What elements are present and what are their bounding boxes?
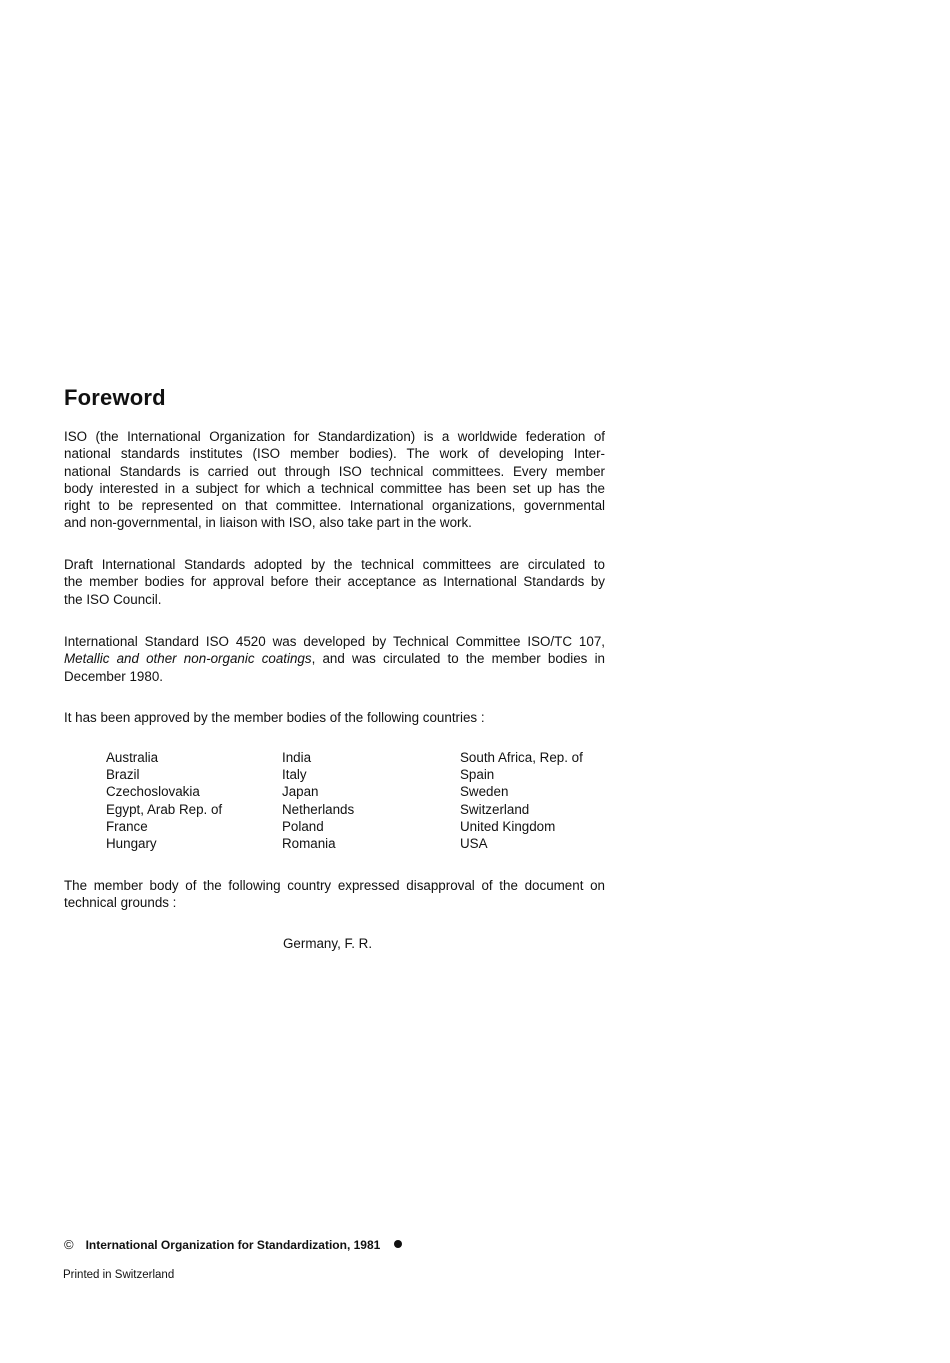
copyright-icon: © (64, 1237, 74, 1252)
text-line: body interested in a subject for which a technical committee has been set up has the (64, 480, 605, 496)
text-line: the ISO Council. (64, 591, 162, 607)
text-line: national standards institutes (ISO member bodies). The work of developing Inter- (64, 446, 605, 462)
text-line: right to be represented on that committee. International organizations, governmental (64, 498, 605, 514)
country-item: Brazil (106, 767, 140, 783)
country-item: Poland (282, 818, 324, 834)
country-item: USA (460, 836, 488, 852)
disapproving-country: Germany, F. R. (283, 936, 373, 951)
country-column-1 (106, 749, 222, 852)
paragraph-disapproval (64, 877, 605, 912)
paragraph-standard-development (64, 633, 605, 685)
text-fragment: , and was circulated to the member bodies in (311, 651, 605, 667)
country-item: South Africa, Rep. of (460, 750, 583, 765)
country-item: Spain (460, 767, 495, 783)
paragraph-approval-intro (64, 709, 605, 726)
printed-location: Printed in Switzerland (63, 1269, 175, 1281)
text-line: It has been approved by the member bodies of the following countries : (64, 710, 485, 725)
country-item: Hungary (106, 836, 157, 852)
country-item: India (282, 750, 312, 765)
text-line: the member bodies for approval before their acceptance as International Standards by (64, 574, 605, 590)
paragraph-draft-standards (64, 556, 605, 608)
text-line: technical grounds : (64, 895, 177, 911)
text-line (64, 650, 605, 667)
country-item: Switzerland (460, 801, 530, 817)
country-item: Japan (282, 784, 319, 800)
text-line: national Standards is carried out through ISO technical committees. Every member (64, 463, 605, 479)
country-item: Netherlands (282, 801, 355, 817)
text-line: The member body of the following country expressed disapproval of the document on (64, 878, 605, 893)
committee-name: Metallic and other non-organic coatings (64, 651, 312, 667)
text-line: International Standard ISO 4520 was developed by Technical Committee ISO/TC 107, (64, 634, 605, 649)
country-item: Czechoslovakia (106, 784, 200, 800)
copyright-text: International Organization for Standardization, 1981 (85, 1238, 381, 1252)
country-item: France (106, 818, 148, 834)
country-column-3 (460, 749, 583, 852)
country-item: Australia (106, 750, 159, 765)
text-line: and non-governmental, in liaison with ISO, also take part in the work. (64, 515, 472, 531)
text-line: Draft International Standards adopted by the technical committees are circulated to (64, 557, 605, 572)
country-item: Italy (282, 767, 307, 783)
text-line: December 1980. (64, 668, 163, 684)
country-item: Sweden (460, 784, 509, 800)
country-item: United Kingdom (460, 818, 556, 834)
text-line: ISO (the International Organization for Standardization) is a worldwide federation of (64, 429, 605, 444)
copyright-notice (64, 1237, 402, 1252)
paragraph-iso-description (64, 428, 605, 532)
country-item: Romania (282, 836, 336, 852)
country-column-2 (282, 749, 354, 852)
bullet-icon (394, 1240, 402, 1248)
page-title: Foreword (64, 385, 166, 410)
country-item: Egypt, Arab Rep. of (106, 801, 223, 817)
